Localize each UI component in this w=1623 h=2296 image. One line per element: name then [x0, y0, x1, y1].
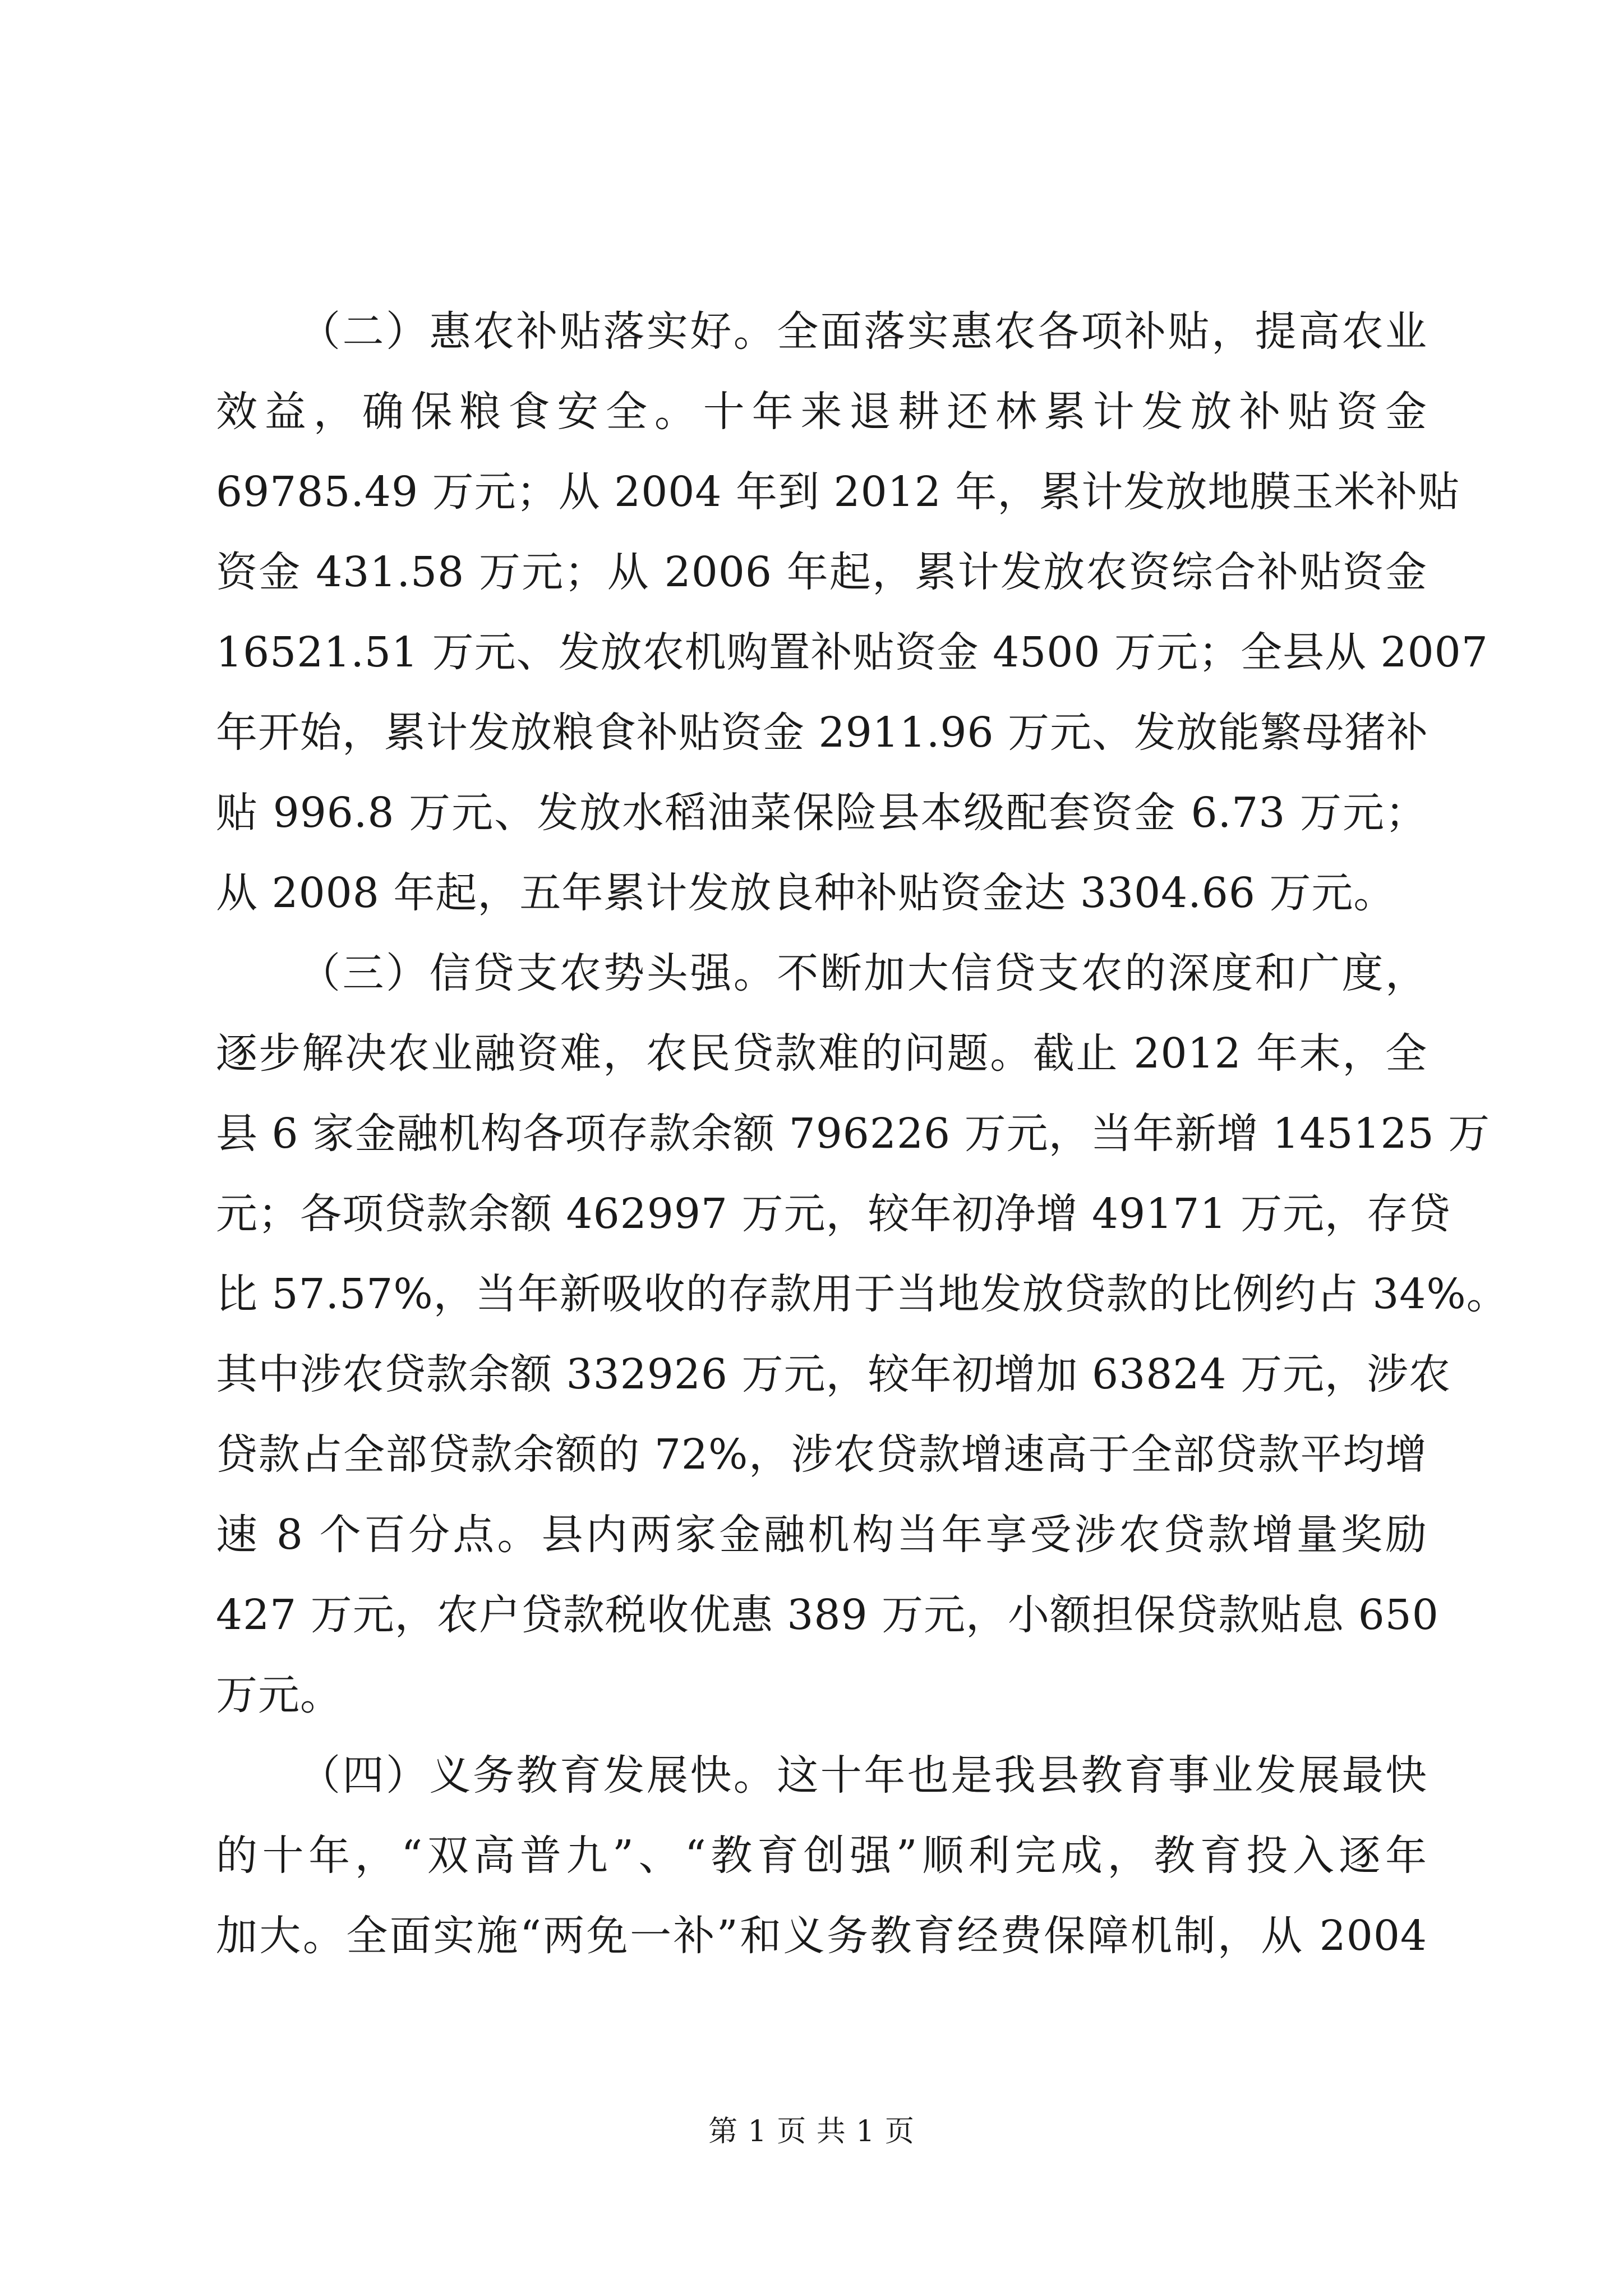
paragraph-line: 其中涉农贷款余额 332926 万元，较年初增加 63824 万元，涉农 — [216, 1350, 1451, 1398]
paragraph-line: （四）义务教育发展快。这十年也是我县教育事业发展最快 — [299, 1751, 1427, 1800]
paragraph-line: 从 2008 年起，五年累计发放良种补贴资金达 3304.66 万元。 — [216, 869, 1396, 917]
paragraph-line: 逐步解决农业融资难，农民贷款难的问题。截止 2012 年末，全 — [216, 1029, 1427, 1078]
paragraph-line: （二）惠农补贴落实好。全面落实惠农各项补贴，提高农业 — [299, 307, 1427, 356]
paragraph-line: 贷款占全部贷款余额的 72%，涉农贷款增速高于全部贷款平均增 — [216, 1430, 1427, 1479]
paragraph-line: （三）信贷支农势头强。不断加大信贷支农的深度和广度， — [299, 949, 1427, 997]
paragraph-line: 加大。全面实施“两免一补”和义务教育经费保障机制，从 2004 — [216, 1912, 1427, 1960]
paragraph-line: 资金 431.58 万元；从 2006 年起，累计发放农资综合补贴资金 — [216, 548, 1427, 596]
paragraph-line: 速 8 个百分点。县内两家金融机构当年享受涉农贷款增量奖励 — [216, 1511, 1427, 1559]
paragraph-line: 比 57.57%，当年新吸收的存款用于当地发放贷款的比例约占 34%。 — [216, 1270, 1509, 1318]
paragraph-line: 县 6 家金融机构各项存款余额 796226 万元，当年新增 145125 万 — [216, 1110, 1491, 1158]
paragraph-line: 的十年，“双高普九”、“教育创强”顺利完成，教育投入逐年 — [216, 1832, 1427, 1880]
paragraph-line: 16521.51 万元、发放农机购置补贴资金 4500 万元；全县从 2007 — [216, 628, 1488, 677]
document-body — [216, 292, 1509, 1976]
paragraph-line: 效益，确保粮食安全。十年来退耕还林累计发放补贴资金 — [216, 388, 1427, 436]
paragraph-line: 427 万元，农户贷款税收优惠 389 万元，小额担保贷款贴息 650 — [216, 1591, 1439, 1639]
paragraph-line: 年开始，累计发放粮食补贴资金 2911.96 万元、发放能繁母猪补 — [216, 708, 1429, 757]
page-footer: 第 1 页 共 1 页 — [708, 2115, 915, 2148]
paragraph-line: 69785.49 万元；从 2004 年到 2012 年，累计发放地膜玉米补贴 — [216, 468, 1460, 516]
paragraph-line: 贴 996.8 万元、发放水稻油菜保险县本级配套资金 6.73 万元； — [216, 789, 1427, 837]
paragraph-line: 万元。 — [216, 1671, 342, 1719]
paragraph-line: 元；各项贷款余额 462997 万元，较年初净增 49171 万元，存贷 — [216, 1190, 1451, 1238]
